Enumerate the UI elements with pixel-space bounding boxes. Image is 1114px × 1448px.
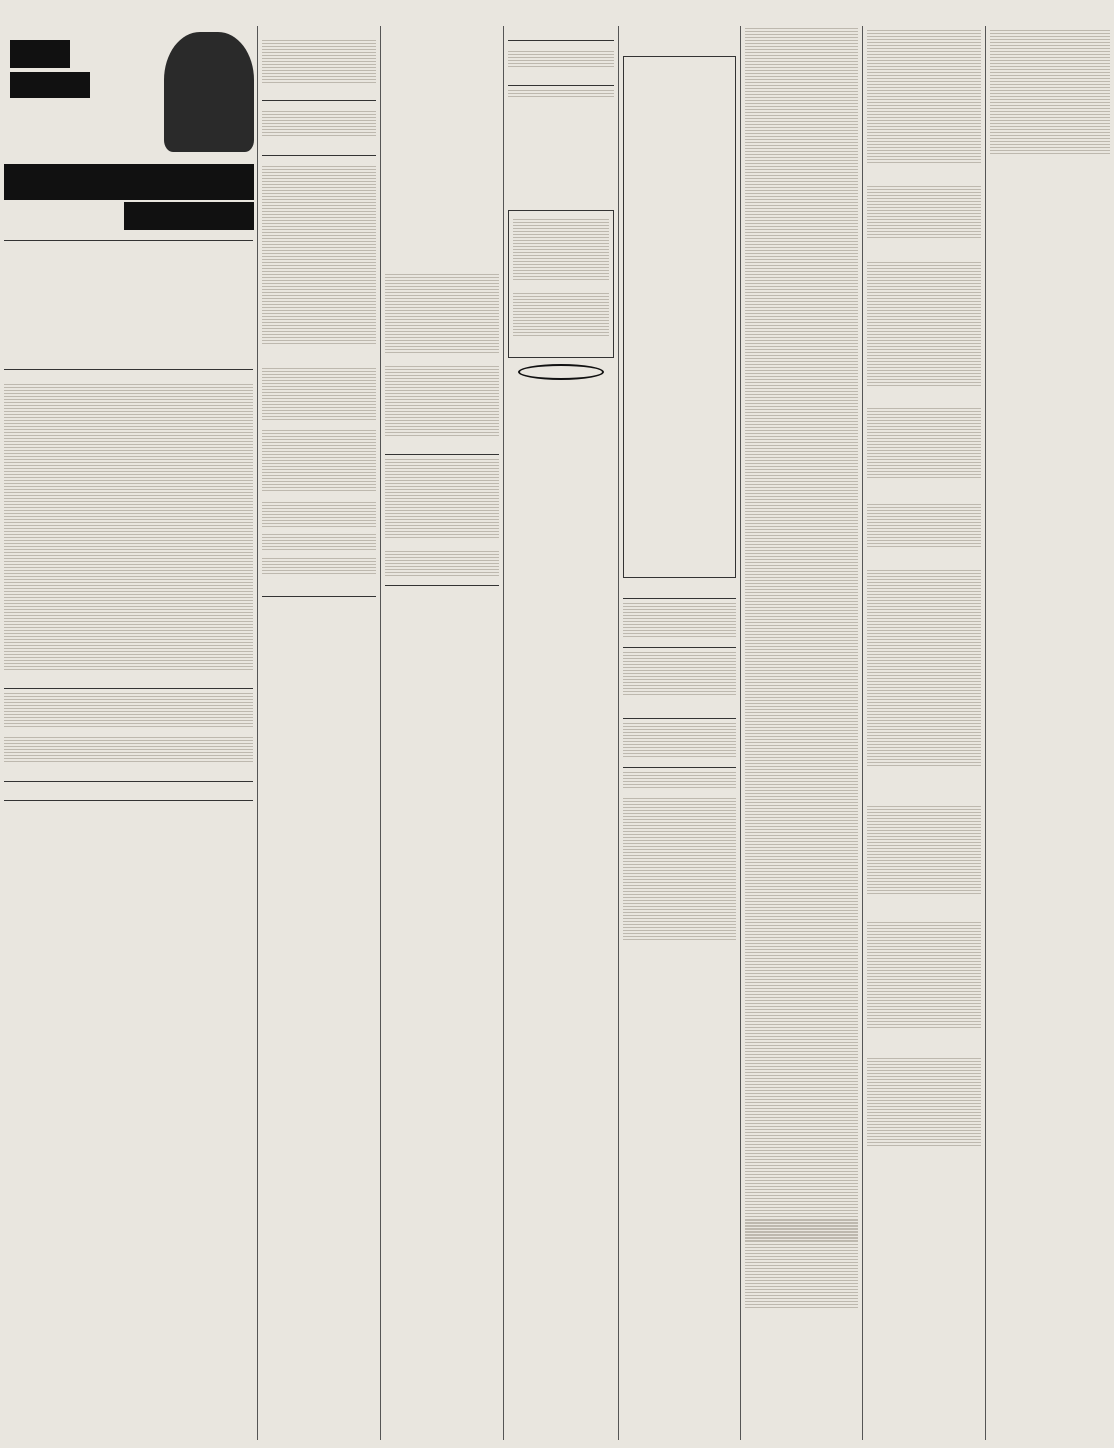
divider xyxy=(385,585,499,586)
salvation-body xyxy=(867,1058,981,1146)
prices-list xyxy=(262,368,376,428)
cables-body xyxy=(867,262,981,402)
highlander-figure-icon xyxy=(164,32,254,152)
divider xyxy=(508,40,614,41)
russia-body xyxy=(990,30,1110,180)
divider xyxy=(623,598,736,599)
divider xyxy=(623,718,736,719)
divider xyxy=(262,100,376,101)
note-body xyxy=(262,558,376,588)
photo-body xyxy=(262,111,376,151)
pile-body xyxy=(513,293,609,353)
caution-body xyxy=(262,502,376,532)
winter-body xyxy=(262,40,376,90)
masthead xyxy=(0,0,1114,24)
divider xyxy=(508,85,614,86)
carpet-body-2 xyxy=(385,366,499,446)
column-8 xyxy=(986,26,1114,1440)
divider xyxy=(4,688,253,689)
fierce-body xyxy=(867,186,981,256)
divider xyxy=(623,647,736,648)
chamberlain-body xyxy=(867,570,981,800)
divider xyxy=(262,596,376,597)
native-lands-body xyxy=(745,28,858,1108)
melbourne-cash-ad xyxy=(623,56,736,578)
kerr-body xyxy=(508,51,614,81)
divider xyxy=(4,781,253,782)
westport-reserved-ad xyxy=(4,245,253,365)
carpet-body xyxy=(385,274,499,364)
column-4 xyxy=(504,26,618,1440)
honour-box xyxy=(10,72,90,98)
whisky-banner xyxy=(124,202,254,230)
dental-body xyxy=(262,430,376,500)
further-body xyxy=(867,922,981,1052)
highway-body xyxy=(867,504,981,564)
watsons-whisky-ad xyxy=(4,26,253,236)
peters-body xyxy=(513,219,609,289)
divider xyxy=(623,767,736,768)
tinned-body xyxy=(867,408,981,498)
eyesight-body xyxy=(623,603,736,643)
column-7 xyxy=(863,26,985,1440)
divider xyxy=(4,800,253,801)
column-2 xyxy=(258,26,380,1440)
keens-blue-ad xyxy=(518,364,604,380)
sign-body xyxy=(623,652,736,712)
westport-body xyxy=(623,723,736,763)
column-5 xyxy=(619,26,740,1440)
column-3 xyxy=(381,26,503,1440)
teeth-body xyxy=(262,166,376,366)
gold-body xyxy=(745,1114,858,1214)
sheepfarmers-footer xyxy=(4,737,253,777)
kauri-body xyxy=(385,459,499,549)
divider xyxy=(4,240,253,241)
divider xyxy=(4,369,253,370)
coal-body xyxy=(385,551,499,581)
age-box xyxy=(10,40,70,68)
column-5-lower xyxy=(619,598,740,940)
divider xyxy=(262,155,376,156)
guarantee-body xyxy=(262,534,376,554)
column-3-top xyxy=(385,26,499,266)
column-6 xyxy=(741,26,862,1440)
column-1 xyxy=(0,26,257,1440)
education-body xyxy=(867,30,981,180)
fish-body xyxy=(508,90,614,110)
oil-body xyxy=(745,1220,858,1308)
birth-body xyxy=(623,772,736,792)
mail-body xyxy=(867,806,981,916)
marchant-body xyxy=(623,798,736,940)
watsons-banner xyxy=(4,164,254,200)
properties-list xyxy=(4,384,253,684)
peters-ad xyxy=(508,210,614,358)
divider xyxy=(385,454,499,455)
sheepfarmers-body xyxy=(4,693,253,733)
